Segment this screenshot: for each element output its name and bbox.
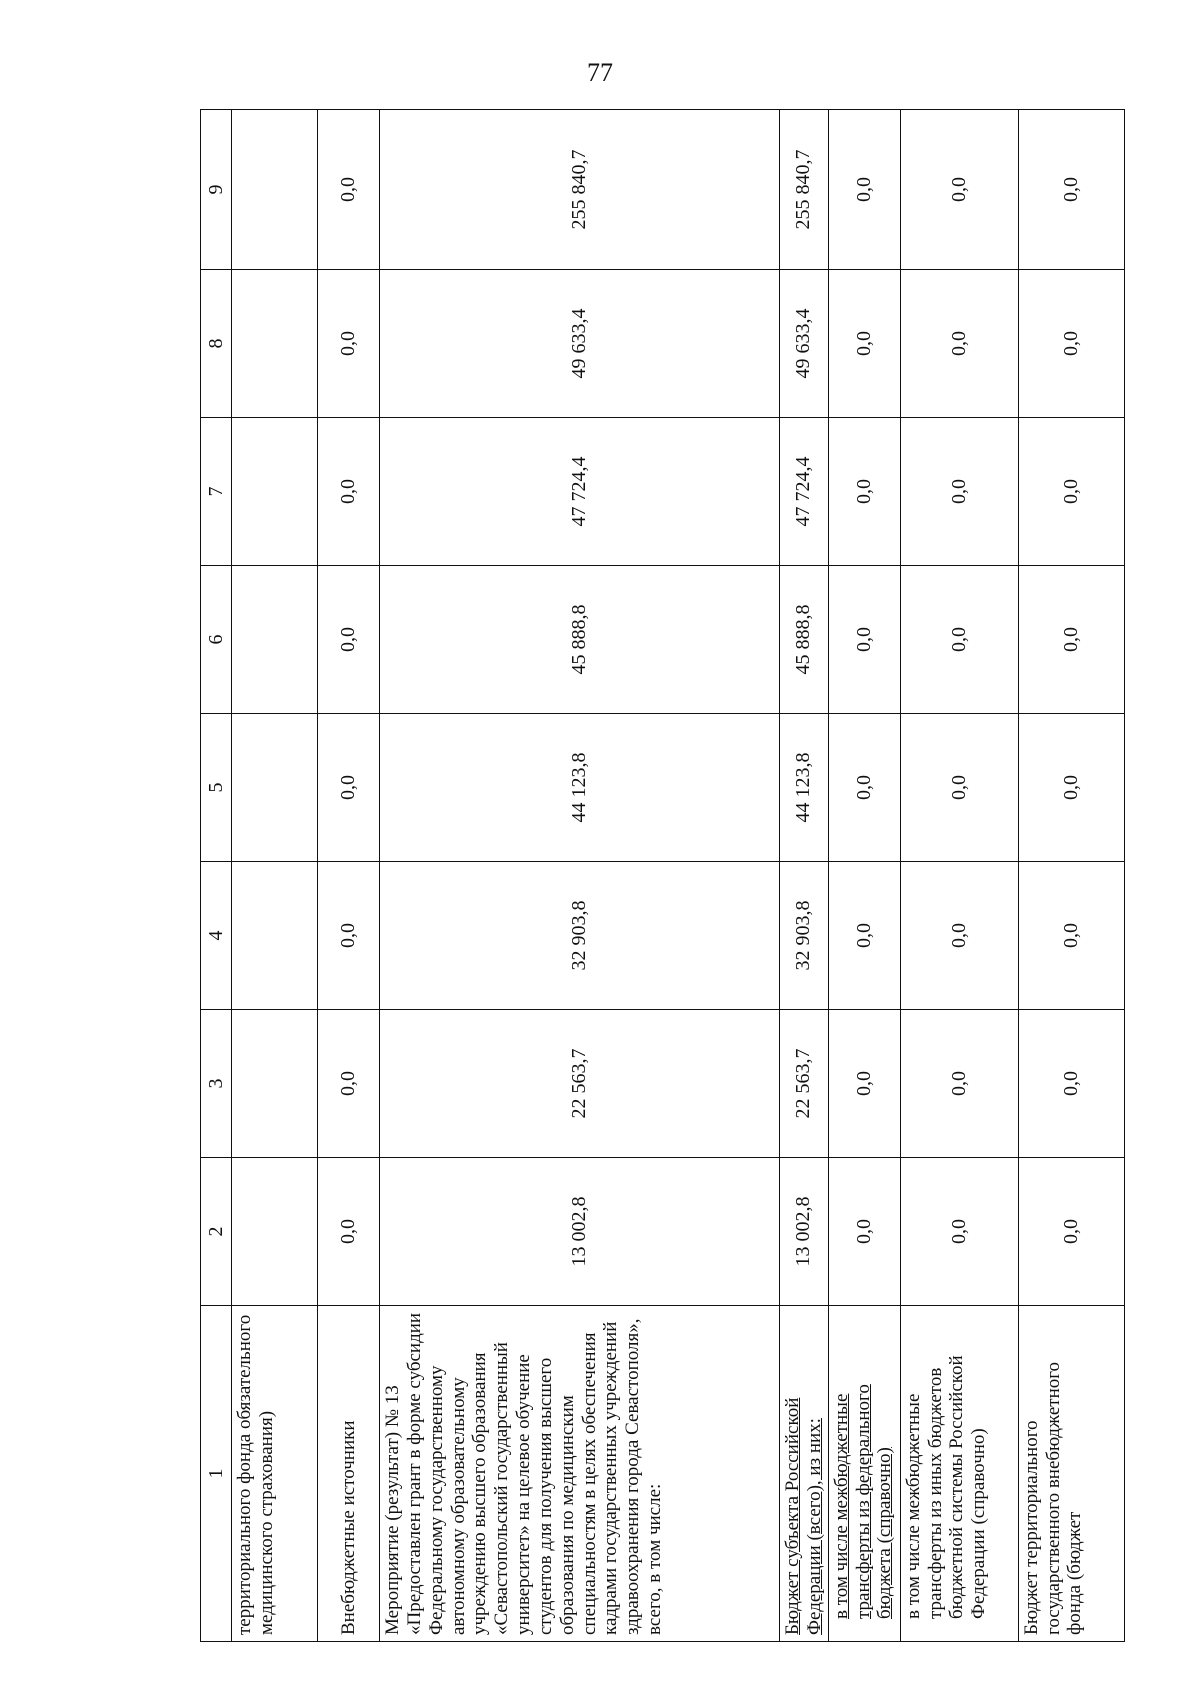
cell-value	[232, 1010, 318, 1158]
cell-value: 0,0	[828, 1158, 900, 1306]
cell-value: 0,0	[1018, 862, 1124, 1010]
cell-value: 45 888,8	[780, 566, 829, 714]
cell-value: 0,0	[900, 862, 1018, 1010]
table-row	[380, 110, 780, 1642]
budget-table	[200, 109, 1125, 1642]
table-row	[232, 110, 318, 1642]
cell-value: 0,0	[318, 110, 380, 270]
cell-value: 32 903,8	[380, 862, 780, 1010]
cell-value: 0,0	[900, 566, 1018, 714]
cell-value	[232, 270, 318, 418]
cell-value: 32 903,8	[780, 862, 829, 1010]
cell-value: 0,0	[318, 714, 380, 862]
row-label: Бюджет субъекта Российской Федерации (всего), из них:	[780, 1306, 829, 1642]
col-header-4: 4	[201, 862, 232, 1010]
cell-value: 0,0	[900, 270, 1018, 418]
cell-value: 0,0	[1018, 110, 1124, 270]
cell-value: 0,0	[900, 418, 1018, 566]
cell-value: 0,0	[828, 270, 900, 418]
cell-value: 0,0	[318, 418, 380, 566]
row-label: территориального фонда обязательного медицинского страхования)	[232, 1306, 318, 1642]
col-header-5: 5	[201, 714, 232, 862]
cell-value: 0,0	[828, 714, 900, 862]
row-label: в том числе межбюджетные трансферты из иных бюджетов бюджетной системы Российской Федерации (справочно)	[900, 1306, 1018, 1642]
cell-value: 0,0	[318, 862, 380, 1010]
cell-value: 255 840,7	[380, 110, 780, 270]
cell-value: 0,0	[900, 1010, 1018, 1158]
cell-value: 0,0	[318, 1158, 380, 1306]
cell-value: 0,0	[828, 862, 900, 1010]
cell-value: 0,0	[900, 714, 1018, 862]
cell-value: 0,0	[1018, 270, 1124, 418]
row-label: Мероприятие (результат) № 13 «Предоставлен грант в форме субсидии Федеральному государственному автономному образовательному учреждению высшего образования «Севастопольский государственный университет» на целевое обучение студентов для получения высшего образования по медицинским специальностям в целях обеспечения кадрами государственных учреждений здравоохранения города Севастополя», всего, в том числе:	[380, 1306, 780, 1642]
cell-value: 0,0	[828, 1010, 900, 1158]
cell-value: 13 002,8	[380, 1158, 780, 1306]
cell-value: 13 002,8	[780, 1158, 829, 1306]
cell-value: 47 724,4	[380, 418, 780, 566]
col-header-3: 3	[201, 1010, 232, 1158]
cell-value: 49 633,4	[380, 270, 780, 418]
page-number: 77	[587, 58, 613, 87]
col-header-7: 7	[201, 418, 232, 566]
cell-value	[232, 110, 318, 270]
cell-value: 0,0	[828, 110, 900, 270]
cell-value: 0,0	[1018, 714, 1124, 862]
cell-value: 0,0	[900, 1158, 1018, 1306]
row-label: в том числе межбюджетные трансферты из федерального бюджета (справочно)	[828, 1306, 900, 1642]
cell-value	[232, 714, 318, 862]
cell-value: 0,0	[900, 110, 1018, 270]
cell-value: 0,0	[828, 418, 900, 566]
cell-value	[232, 566, 318, 714]
cell-value: 49 633,4	[780, 270, 829, 418]
cell-value: 0,0	[318, 270, 380, 418]
cell-value: 47 724,4	[780, 418, 829, 566]
header-row	[201, 110, 232, 1642]
cell-value: 0,0	[318, 566, 380, 714]
cell-value: 0,0	[1018, 1010, 1124, 1158]
table-row	[1018, 110, 1124, 1642]
col-header-6: 6	[201, 566, 232, 714]
table-row	[318, 110, 380, 1642]
col-header-9: 9	[201, 110, 232, 270]
table-row	[828, 110, 900, 1642]
cell-value	[232, 862, 318, 1010]
cell-value: 0,0	[1018, 418, 1124, 566]
table-row	[780, 110, 829, 1642]
row-label: Бюджет территориального государственного внебюджетного фонда (бюджет	[1018, 1306, 1124, 1642]
cell-value: 0,0	[1018, 1158, 1124, 1306]
cell-value: 45 888,8	[380, 566, 780, 714]
cell-value: 255 840,7	[780, 110, 829, 270]
rotated-table-wrapper	[200, 110, 1116, 1642]
cell-value: 22 563,7	[780, 1010, 829, 1158]
cell-value: 0,0	[1018, 566, 1124, 714]
col-header-2: 2	[201, 1158, 232, 1306]
cell-value: 0,0	[318, 1010, 380, 1158]
cell-value: 44 123,8	[380, 714, 780, 862]
table-row	[900, 110, 1018, 1642]
col-header-8: 8	[201, 270, 232, 418]
cell-value	[232, 1158, 318, 1306]
col-header-1: 1	[201, 1306, 232, 1642]
cell-value: 22 563,7	[380, 1010, 780, 1158]
cell-value	[232, 418, 318, 566]
cell-value: 0,0	[828, 566, 900, 714]
cell-value: 44 123,8	[780, 714, 829, 862]
row-label: Внебюджетные источники	[318, 1306, 380, 1642]
